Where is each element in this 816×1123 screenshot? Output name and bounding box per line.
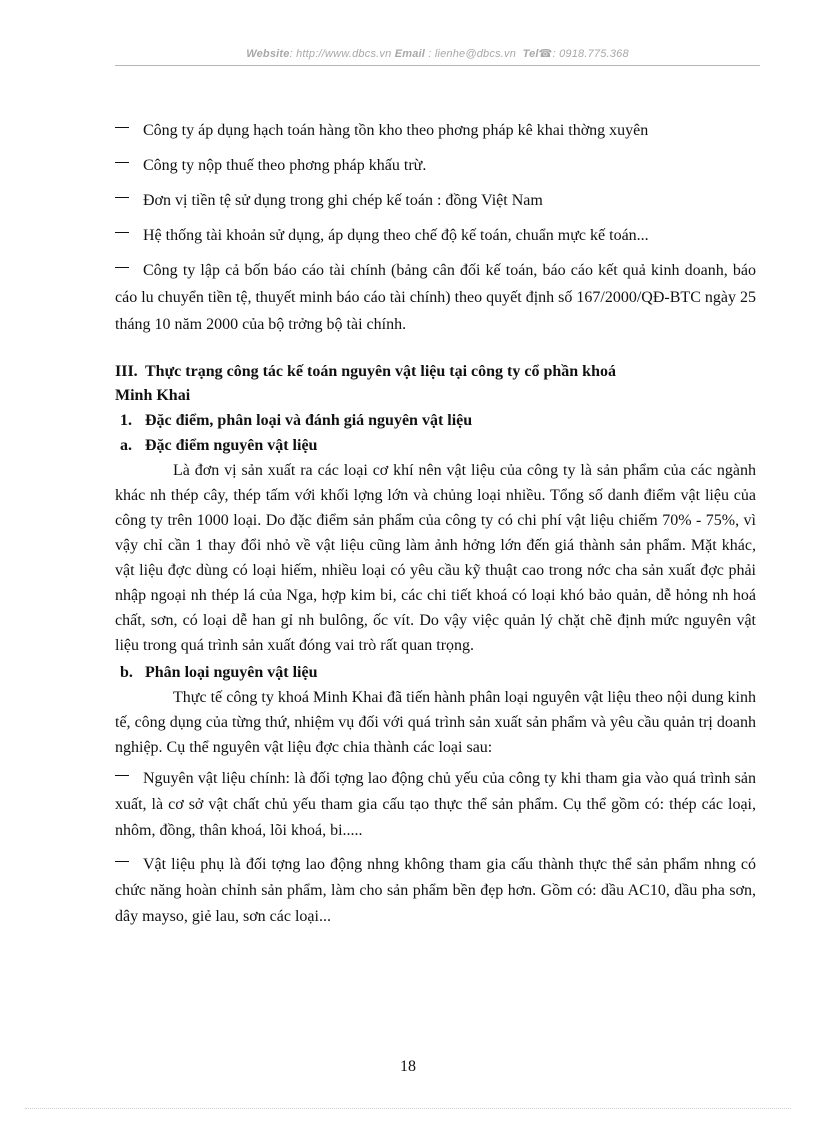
page-number: 18 [400, 1058, 416, 1075]
bullet-text: Công ty lập cả bốn báo cáo tài chính (bảng cân đối kế toán, báo cáo kết quả kinh doanh, báo cáo lu chuyển tiền tệ, thuyết minh báo cáo tài chính) theo quyết định số 167/2000/QĐ-BTC ngày 25 tháng 10 năm 2000 của bộ trởng bộ tài chính. [115, 262, 756, 333]
section-title-line2: Minh Khai [115, 387, 191, 404]
subsection-heading [115, 408, 756, 433]
tel-label: Tel [522, 48, 539, 60]
bullet-item [115, 222, 756, 249]
footer-divider [25, 1108, 791, 1109]
bullet-text: Công ty nộp thuế theo phơng pháp khấu trừ. [143, 157, 427, 174]
bullet-text: Nguyên vật liệu chính: là đối tợng lao động chủ yếu của công ty khi tham gia vào quá trình sản xuất, là cơ sở vật chất chủ yếu tham gia cấu tạo thực thể sản phẩm. Cụ thể gồm có: thép các loại, nhôm, đồng, thân khoá, lõi khoá, bi..... [115, 770, 756, 839]
bullet-item [115, 852, 756, 930]
dash-icon [115, 267, 129, 268]
tel-value: ☎: 0918.775.368 [538, 48, 629, 60]
bullet-text: Vật liệu phụ là đối tợng lao động nhng không tham gia cấu thành thực thể sản phẩm nhng có chức năng hoàn chỉnh sản phẩm, làm cho sản phẩm bền đẹp hơn. Gồm có: dầu AC10, dầu pha sơn, dây mayso, giẻ lau, sơn các loại... [115, 856, 756, 925]
paragraph: Là đơn vị sản xuất ra các loại cơ khí nên vật liệu của công ty là sản phẩm của các ngành khác nh thép cây, thép tấm với khối lợng lớn và chủng loại nhiều. Tổng số danh điểm vật liệu của công ty trên 1000 loại. Do đặc điểm sản phẩm của công ty có chi phí vật liệu chiếm 70% - 75%, vì vậy chỉ cần 1 thay đổi nhỏ về vật liệu cũng làm ảnh hởng lớn đến giá thành sản phẩm. Mặt khác, vật liệu đợc dùng có loại hiếm, nhiều loại có yêu cầu kỹ thuật cao trong nớc cha sản xuất đợc phải nhập ngoại nh thép lá của Nga, hợp kim bi, các chi tiết khoá có loại khó bảo quản, dễ hỏng nh hoá chất, sơn, có loại dễ han gỉ nh bulông, ốc vít. Do vậy việc quản lý chặt chẽ định mức nguyên vật liệu trong quá trình sản xuất đóng vai trò rất quan trọng. [115, 462, 756, 654]
section-heading [115, 360, 756, 384]
email-value: : lienhe@dbcs.vn [425, 48, 517, 60]
paragraph: Thực tế công ty khoá Minh Khai đã tiến hành phân loại nguyên vật liệu theo nội dung kinh tế, công dụng của từng thứ, nhiệm vụ đối với quá trình sản xuất sản phẩm và yêu cầu quản trị doanh nghiệp. Cụ thể nguyên vật liệu đợc chia thành các loại sau: [115, 689, 756, 756]
website-label: Website [246, 48, 290, 60]
subsection-number: 1. [120, 412, 132, 429]
bullet-item [115, 766, 756, 844]
bullet-item [115, 187, 756, 214]
bullet-item [115, 117, 756, 144]
page-content [115, 117, 756, 938]
section-number: III. [115, 363, 138, 380]
subsection-number: b. [120, 664, 133, 681]
subsection-title: Đặc điểm, phân loại và đánh giá nguyên vật liệu [145, 412, 473, 429]
dash-icon [115, 861, 129, 862]
subsection-heading [115, 660, 756, 685]
page-header [115, 47, 760, 60]
dash-icon [115, 127, 129, 128]
bullet-text: Hệ thống tài khoản sử dụng, áp dụng theo chế độ kế toán, chuẩn mực kế toán... [143, 227, 649, 244]
dash-icon [115, 775, 129, 776]
subsection-number: a. [120, 437, 132, 454]
dash-icon [115, 162, 129, 163]
subsection-heading [115, 433, 756, 458]
header-divider [115, 65, 760, 66]
bullet-item [115, 257, 756, 338]
bullet-text: Công ty áp dụng hạch toán hàng tồn kho theo phơng pháp kê khai thờng xuyên [143, 122, 649, 139]
dash-icon [115, 197, 129, 198]
bullet-text: Đơn vị tiền tệ sử dụng trong ghi chép kế toán : đồng Việt Nam [143, 192, 543, 209]
subsection-title: Phân loại nguyên vật liệu [145, 664, 318, 681]
website-value: : http://www.dbcs.vn [289, 48, 392, 60]
section-title-line1: Thực trạng công tác kế toán nguyên vật liệu tại công ty cổ phần khoá [145, 363, 616, 380]
email-label: Email [394, 48, 426, 60]
subsection-title: Đặc điểm nguyên vật liệu [145, 437, 318, 454]
bullet-item [115, 152, 756, 179]
dash-icon [115, 232, 129, 233]
